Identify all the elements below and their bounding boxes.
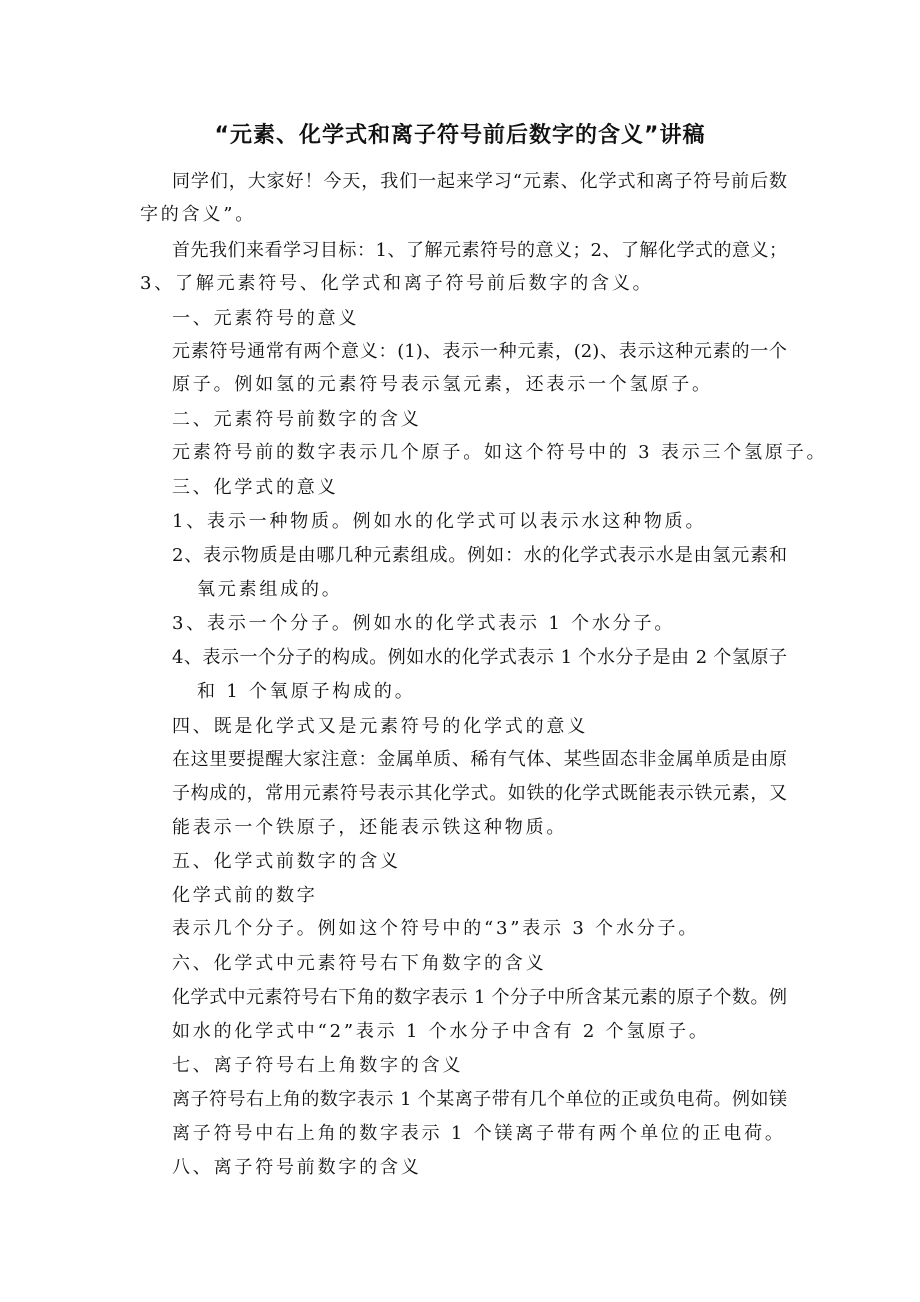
paragraph-line: 首先我们来看学习目标：1、了解元素符号的意义；2、了解化学式的意义； — [172, 240, 787, 261]
paragraph-line: 元素符号通常有两个意义：(1)、表示一种元素，(2)、表示这种元素的一个 — [172, 341, 787, 362]
paragraph-line: 化学式前的数字 — [172, 885, 318, 906]
paragraph-line: 同学们，大家好！今天，我们一起来学习“元素、化学式和离子符号前后数 — [172, 171, 787, 192]
paragraph-line: 3、了解元素符号、化学式和离子符号前后数字的含义。 — [140, 273, 654, 294]
section-heading: 二、元素符号前数字的含义 — [172, 409, 422, 430]
paragraph-line: 能表示一个铁原子，还能表示铁这种物质。 — [172, 817, 568, 838]
paragraph-line: 子构成的，常用元素符号表示其化学式。如铁的化学式既能表示铁元素，又 — [172, 783, 787, 804]
paragraph-line: 表示几个分子。例如这个符号中的“3”表示 3 个水分子。 — [172, 918, 700, 939]
section-heading: 六、化学式中元素符号右下角数字的含义 — [172, 953, 547, 974]
list-item-continuation: 氧元素组成的。 — [197, 579, 343, 600]
paragraph-line: 元素符号前的数字表示几个原子。如这个符号中的 3 表示三个氢原子。 — [172, 442, 828, 463]
paragraph-line: 离子符号右上角的数字表示 1 个某离子带有几个单位的正或负电荷。例如镁 — [172, 1089, 787, 1110]
section-heading: 四、既是化学式又是元素符号的化学式的意义 — [172, 716, 588, 737]
section-heading: 三、化学式的意义 — [172, 477, 339, 498]
section-heading: 七、离子符号右上角数字的含义 — [172, 1055, 464, 1076]
list-item: 3、表示一个分子。例如水的化学式表示 1 个水分子。 — [172, 613, 676, 634]
section-heading: 五、化学式前数字的含义 — [172, 851, 401, 872]
document-title: “元素、化学式和离子符号前后数字的含义”讲稿 — [214, 123, 706, 148]
list-item: 4、表示一个分子的构成。例如水的化学式表示 1 个水分子是由 2 个氢原子 — [172, 647, 787, 668]
paragraph-line: 离子符号中右上角的数字表示 1 个镁离子带有两个单位的正电荷。 — [172, 1123, 786, 1144]
paragraph-line: 如水的化学式中“2”表示 1 个水分子中含有 2 个氢原子。 — [172, 1021, 710, 1042]
paragraph-line: 化学式中元素符号右下角的数字表示 1 个分子中所含某元素的原子个数。例 — [172, 987, 787, 1008]
list-item: 1、表示一种物质。例如水的化学式可以表示水这种物质。 — [172, 511, 707, 532]
paragraph-line: 字的含义”。 — [140, 204, 257, 225]
section-heading: 八、离子符号前数字的含义 — [172, 1157, 422, 1178]
paragraph-line: 原子。例如氢的元素符号表示氢元素，还表示一个氢原子。 — [172, 374, 713, 395]
list-item-continuation: 和 1 个氧原子构成的。 — [197, 681, 416, 702]
section-heading: 一、元素符号的意义 — [172, 308, 360, 329]
list-item: 2、表示物质是由哪几种元素组成。例如：水的化学式表示水是由氢元素和 — [172, 545, 787, 566]
paragraph-line: 在这里要提醒大家注意：金属单质、稀有气体、某些固态非金属单质是由原 — [172, 749, 787, 770]
